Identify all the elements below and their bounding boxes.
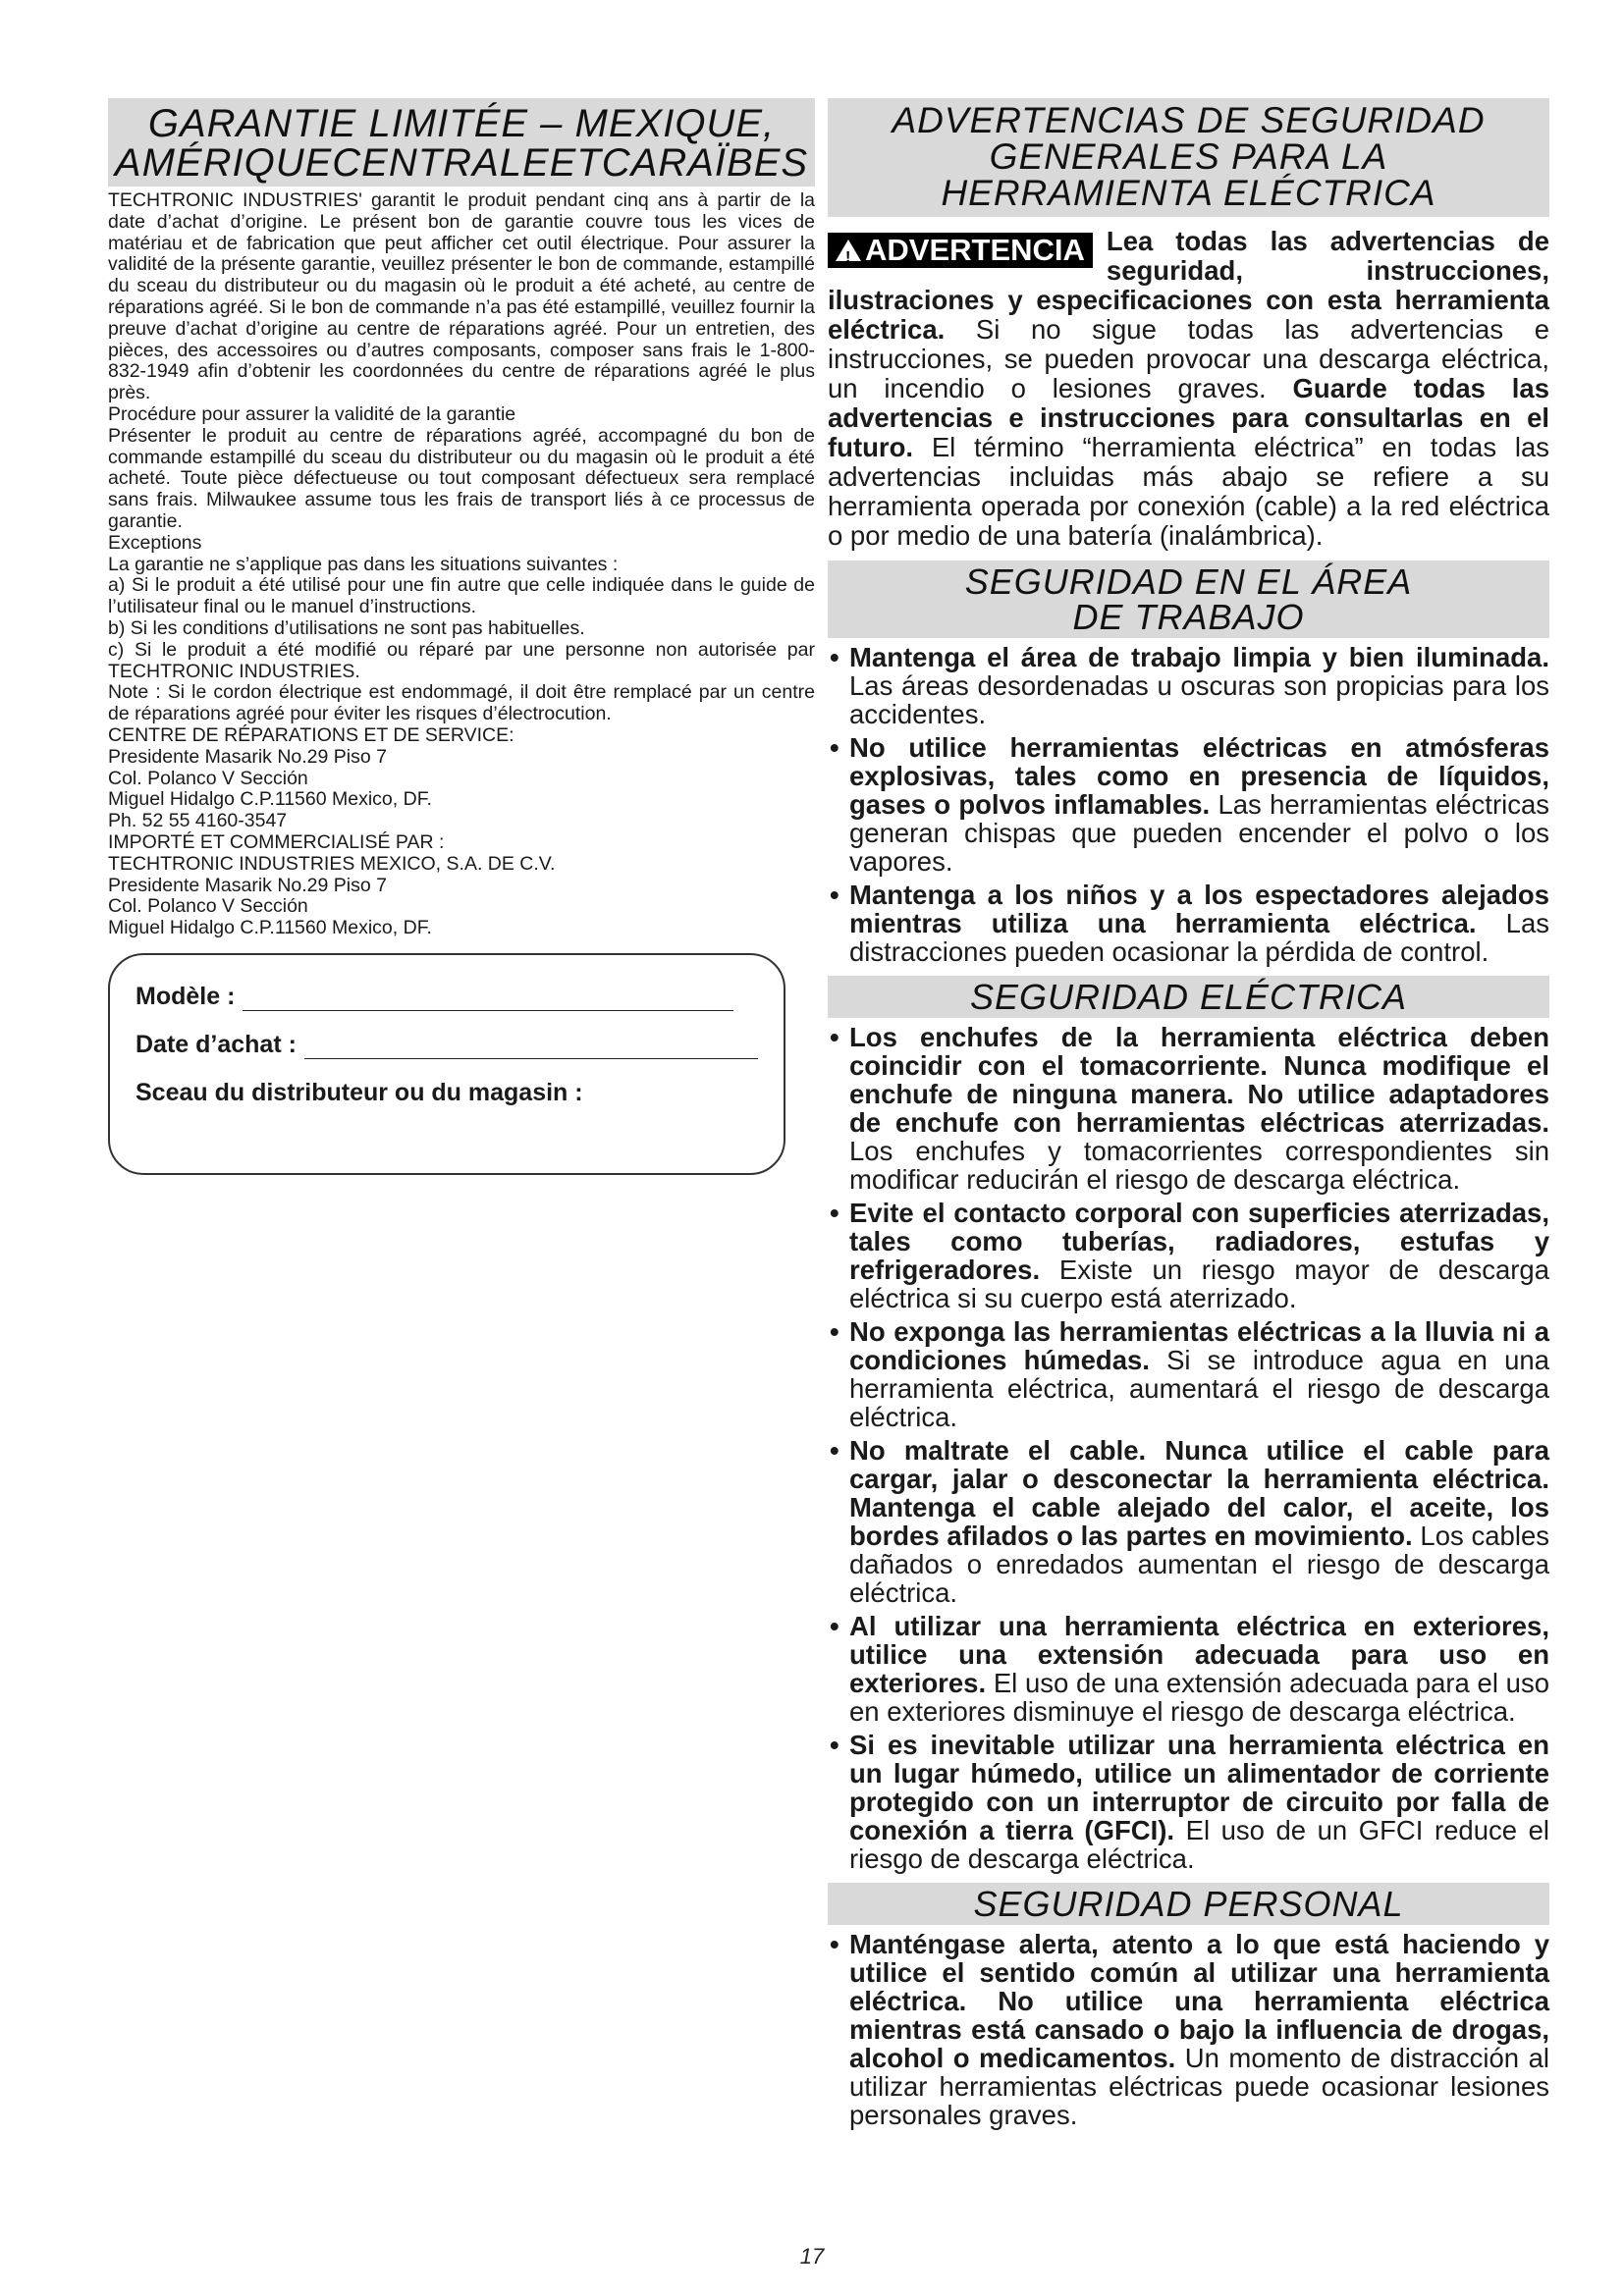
list-item: • Manténgase alerta, atento a lo que está haciendo y utilice el sentido común al utilizar una herramienta eléctrica. No utilice una herramienta eléctrica mientras está cansado o bajo la influencia de drogas, alcohol o medicamentos. Un momento de distracción al utilizar herramientas eléctricas puede ocasionar lesiones personales graves.	[828, 1930, 1549, 2129]
service-phone: Ph. 52 55 4160-3547	[108, 810, 288, 832]
warranty-column	[108, 98, 815, 1175]
electrical-safety-list	[828, 1023, 1549, 1873]
procedure-heading: Procédure pour assurer la validité de la garantie	[108, 402, 516, 425]
electrical-safety-heading: SEGURIDAD ELÉCTRICA	[828, 976, 1549, 1018]
service-address-line: Col. Polanco V Sección	[108, 767, 308, 789]
cord-note: Note : Si le cordon électrique est endommagé, il doit être remplacé par un centre de réparations agréé pour éviter les risques d’électrocution.	[108, 681, 815, 725]
list-item: • No exponga las herramientas eléctricas a la lluvia ni a condiciones húmedas. Si se introduce agua en una herramienta eléctrica, aumentará el riesgo de descarga eléctrica.	[828, 1317, 1549, 1431]
importer-line: TECHTRONIC INDUSTRIES MEXICO, S.A. DE C.V.	[108, 852, 556, 875]
warranty-title: GARANTIE LIMITÉE – MEXIQUE, AMÉRIQUECENTRALEETCARAÏBES	[108, 98, 815, 187]
warranty-text	[108, 190, 815, 939]
list-item: • No utilice herramientas eléctricas en atmósferas explosivas, tales como en presencia de líquidos, gases o polvos inflamables. Las herramientas eléctricas generan chispas que pueden encender el polvo o los vapores.	[828, 733, 1549, 876]
purchase-date-line[interactable]	[304, 1057, 758, 1059]
warranty-paragraph: TECHTRONIC INDUSTRIES' garantit le produit pendant cinq ans à partir de la date d’achat d’origine. Le présent bon de garantie couvre tous les vices de matériau et de fabrication que peut afficher cet outil électrique. Pour assurer la validité de la présente garantie, veuillez présenter le bon de commande, estampillé du sceau du distributeur ou du magasin où le produit a été acheté, au centre de réparations agréé. Si le bon de commande n’a pas été estampillé, veuillez fournir la preuve d’achat d’origine au centre de réparations agréé. Pour un entretien, des pièces, des accessoires ou d’autres composants, composer sans frais le 1-800-832-1949 afin d’obtenir les coordonnées du centre de réparations agréé le plus près.	[108, 189, 815, 404]
safety-title: ADVERTENCIAS DE SEGURIDAD GENERALES PARA LA HERRAMIENTA ELÉCTRICA	[828, 98, 1549, 217]
warning-badge: ! ADVERTENCIA	[828, 233, 1093, 268]
importer-line: Col. Polanco V Sección	[108, 895, 308, 918]
purchase-date-field[interactable]: Date d’achat :	[135, 1031, 758, 1059]
page-number: 17	[799, 2244, 825, 2269]
list-item: • Mantenga el área de trabajo limpia y bien iluminada. Las áreas desordenadas u oscuras son propicias para los accidentes.	[828, 643, 1549, 728]
model-line[interactable]	[243, 1009, 733, 1011]
warranty-form-box	[108, 953, 785, 1175]
service-centre-heading: CENTRE DE RÉPARATIONS ET DE SERVICE:	[108, 723, 514, 746]
exception-c: c) Si le produit a été modifié ou réparé par une personne non autorisée par TECHTRONIC INDUSTRIES.	[108, 638, 815, 682]
importer-line: Miguel Hidalgo C.P.11560 Mexico, DF.	[108, 917, 432, 939]
work-area-heading: SEGURIDAD EN EL ÁREA DE TRABAJO	[828, 561, 1549, 638]
model-field[interactable]: Modèle :	[135, 983, 758, 1011]
list-item: • No maltrate el cable. Nunca utilice el cable para cargar, jalar o desconectar la herramienta eléctrica. Mantenga el cable alejado del calor, el aceite, los bordes afilados o las partes en movimiento. Los cables dañados o enredados aumentan el riesgo de descarga eléctrica.	[828, 1436, 1549, 1607]
list-item: • Si es inevitable utilizar una herramienta eléctrica en un lugar húmedo, utilice un alimentador de corriente protegido con un interruptor de circuito por falla de conexión a tierra (GFCI). El uso de un GFCI reduce el riesgo de descarga eléctrica.	[828, 1731, 1549, 1873]
exceptions-intro: La garantie ne s’applique pas dans les situations suivantes :	[108, 553, 619, 575]
exception-b: b) Si les conditions d’utilisations ne sont pas habituelles.	[108, 616, 585, 639]
service-address-line: Presidente Masarik No.29 Piso 7	[108, 745, 387, 768]
safety-column	[828, 98, 1549, 2129]
importer-line: Presidente Masarik No.29 Piso 7	[108, 874, 387, 896]
exception-a: a) Si le produit a été utilisé pour une fin autre que celle indiquée dans le guide de l’utilisateur final ou le manuel d’instructions.	[108, 574, 815, 618]
service-address-line: Miguel Hidalgo C.P.11560 Mexico, DF.	[108, 788, 432, 811]
warning-triangle-icon: !	[836, 240, 861, 261]
safety-intro: ! ADVERTENCIA Lea todas las advertencias de seguridad, instrucciones, ilustraciones y especificaciones con esta herramienta eléctrica. Si no sigue todas las advertencias e instrucciones, se pueden provocar una descarga eléctrica, un incendio o lesiones graves. Guarde todas las advertencias e instrucciones para consultarlas en el futuro. El término “herramienta eléctrica” en todas las advertencias incluidas más abajo se refiere a su herramienta operada por conexión (cable) a la red eléctrica o por medio de una batería (inalámbrica).	[828, 226, 1549, 551]
personal-safety-list	[828, 1930, 1549, 2129]
personal-safety-heading: SEGURIDAD PERSONAL	[828, 1883, 1549, 1925]
dealer-seal-field: Sceau du distributeur ou du magasin :	[135, 1078, 583, 1106]
list-item: • Al utilizar una herramienta eléctrica en exteriores, utilice una extensión adecuada para uso en exteriores. El uso de una extensión adecuada para el uso en exteriores disminuye el riesgo de descarga eléctrica.	[828, 1612, 1549, 1726]
exceptions-heading: Exceptions	[108, 531, 202, 554]
list-item: • Mantenga a los niños y a los espectadores alejados mientras utiliza una herramienta eléctrica. Las distracciones pueden ocasionar la pérdida de control.	[828, 881, 1549, 966]
list-item: • Evite el contacto corporal con superficies aterrizadas, tales como tuberías, radiadores, estufas y refrigeradores. Existe un riesgo mayor de descarga eléctrica si su cuerpo está aterrizado.	[828, 1199, 1549, 1312]
procedure-paragraph: Présenter le produit au centre de réparations agréé, accompagné du bon de commande estampillé du sceau du distributeur ou du magasin où le produit a été acheté. Toute pièce défectueuse ou tout composant défectueux sera remplacé sans frais. Milwaukee assume tous les frais de transport liés à ce processus de garantie.	[108, 424, 815, 532]
work-area-list	[828, 643, 1549, 966]
list-item: • Los enchufes de la herramienta eléctrica deben coincidir con el tomacorriente. Nunca modifique el enchufe de ninguna manera. No utilice adaptadores de enchufe con herramientas eléctricas aterrizadas. Los enchufes y tomacorrientes correspondientes sin modificar reducirán el riesgo de descarga eléctrica.	[828, 1023, 1549, 1194]
importer-heading: IMPORTÉ ET COMMERCIALISÉ PAR :	[108, 830, 445, 853]
